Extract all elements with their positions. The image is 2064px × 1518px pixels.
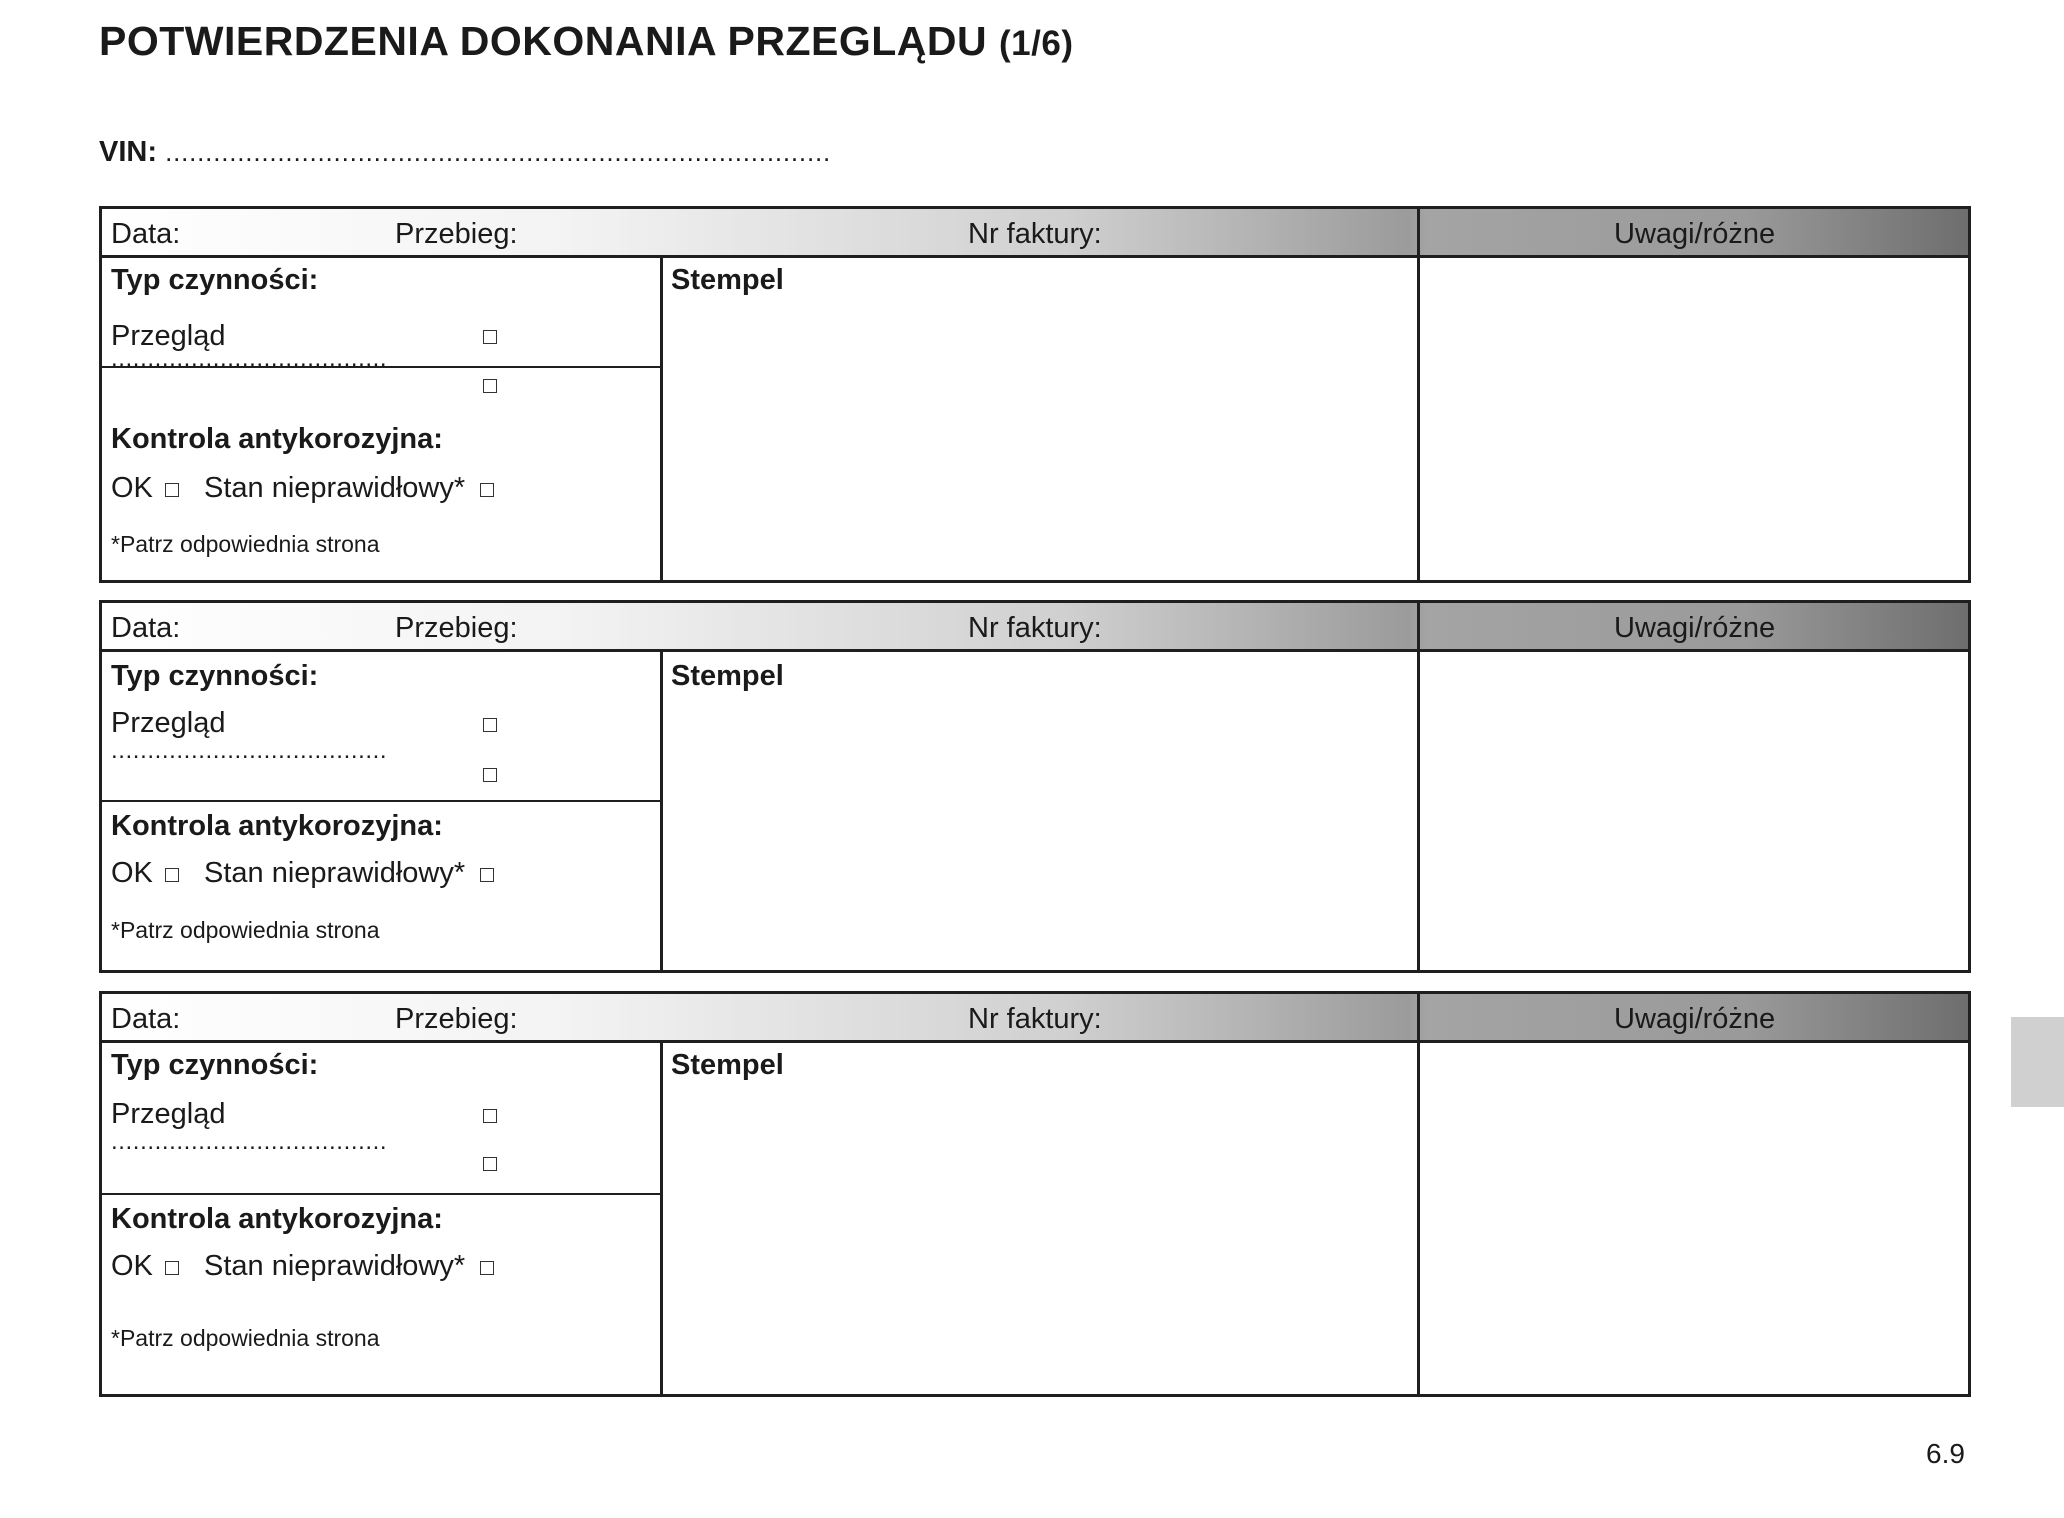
ok-checkbox[interactable] (165, 868, 179, 882)
column-divider (660, 1043, 663, 1394)
other-type-checkbox[interactable] (483, 1157, 497, 1171)
record-body (102, 652, 1968, 970)
stempel-label: Stempel (671, 264, 784, 296)
service-record-1 (99, 206, 1971, 583)
vin-label: VIN: (99, 136, 157, 168)
service-record-2 (99, 600, 1971, 973)
przeglad-checkbox[interactable] (483, 1109, 497, 1123)
header-divider (1417, 209, 1420, 255)
page-number: 6.9 (1926, 1438, 1965, 1469)
przeglad-label: Przegląd (111, 1098, 226, 1130)
section-tab-marker (2011, 1017, 2064, 1107)
record-header (102, 603, 1968, 652)
stan-checkbox[interactable] (480, 1261, 494, 1275)
record-body (102, 258, 1968, 580)
other-type-field[interactable]: ...................................... (111, 737, 388, 764)
column-divider (1417, 258, 1420, 580)
typ-czynnosci-label: Typ czynności: (111, 1049, 319, 1081)
ok-checkbox[interactable] (165, 1261, 179, 1275)
przeglad-label: Przegląd (111, 707, 226, 739)
vin-field[interactable]: ................................................................................... (165, 137, 832, 167)
other-type-checkbox[interactable] (483, 768, 497, 782)
footnote: *Patrz odpowiednia strona (111, 531, 380, 557)
nr-faktury-label: Nr faktury: (968, 218, 1102, 250)
stan-checkbox[interactable] (480, 483, 494, 497)
service-record-3 (99, 991, 1971, 1397)
column-divider (660, 258, 663, 580)
other-type-field[interactable]: ...................................... (111, 1128, 388, 1155)
other-type-checkbox[interactable] (483, 379, 497, 393)
record-header (102, 209, 1968, 258)
kontrola-label: Kontrola antykorozyjna: (111, 810, 443, 842)
stan-label: Stan nieprawidłowy* (204, 857, 466, 889)
section-divider (102, 1193, 660, 1195)
column-divider (660, 652, 663, 970)
data-label: Data: (111, 612, 181, 644)
footnote: *Patrz odpowiednia strona (111, 1325, 380, 1351)
ok-label: OK (111, 857, 153, 889)
title-main: POTWIERDZENIA DOKONANIA PRZEGLĄDU (99, 18, 988, 64)
other-type-field[interactable]: ...................................... (111, 345, 388, 372)
przeglad-checkbox[interactable] (483, 718, 497, 732)
przeglad-label: Przegląd (111, 320, 226, 352)
column-divider (1417, 652, 1420, 970)
stan-checkbox[interactable] (480, 868, 494, 882)
data-label: Data: (111, 1003, 181, 1035)
record-body (102, 1043, 1968, 1394)
ok-label: OK (111, 1250, 153, 1282)
stan-label: Stan nieprawidłowy* (204, 1250, 466, 1282)
footnote: *Patrz odpowiednia strona (111, 917, 380, 943)
typ-czynnosci-label: Typ czynności: (111, 264, 319, 296)
ok-label: OK (111, 472, 153, 504)
data-label: Data: (111, 218, 181, 250)
record-header (102, 994, 1968, 1043)
typ-czynnosci-label: Typ czynności: (111, 660, 319, 692)
title-part: (1/6) (999, 24, 1074, 63)
nr-faktury-label: Nr faktury: (968, 612, 1102, 644)
page-title (99, 18, 1074, 65)
uwagi-label: Uwagi/różne (1614, 1003, 1776, 1035)
header-divider (1417, 994, 1420, 1040)
przebieg-label: Przebieg: (395, 218, 518, 250)
przeglad-checkbox[interactable] (483, 330, 497, 344)
uwagi-label: Uwagi/różne (1614, 612, 1776, 644)
ok-checkbox[interactable] (165, 483, 179, 497)
kontrola-label: Kontrola antykorozyjna: (111, 1203, 443, 1235)
stempel-label: Stempel (671, 1049, 784, 1081)
przebieg-label: Przebieg: (395, 612, 518, 644)
przebieg-label: Przebieg: (395, 1003, 518, 1035)
vin-line (99, 136, 831, 169)
uwagi-label: Uwagi/różne (1614, 218, 1776, 250)
nr-faktury-label: Nr faktury: (968, 1003, 1102, 1035)
section-divider (102, 800, 660, 802)
header-divider (1417, 603, 1420, 649)
stan-label: Stan nieprawidłowy* (204, 472, 466, 504)
kontrola-label: Kontrola antykorozyjna: (111, 423, 443, 455)
column-divider (1417, 1043, 1420, 1394)
stempel-label: Stempel (671, 660, 784, 692)
